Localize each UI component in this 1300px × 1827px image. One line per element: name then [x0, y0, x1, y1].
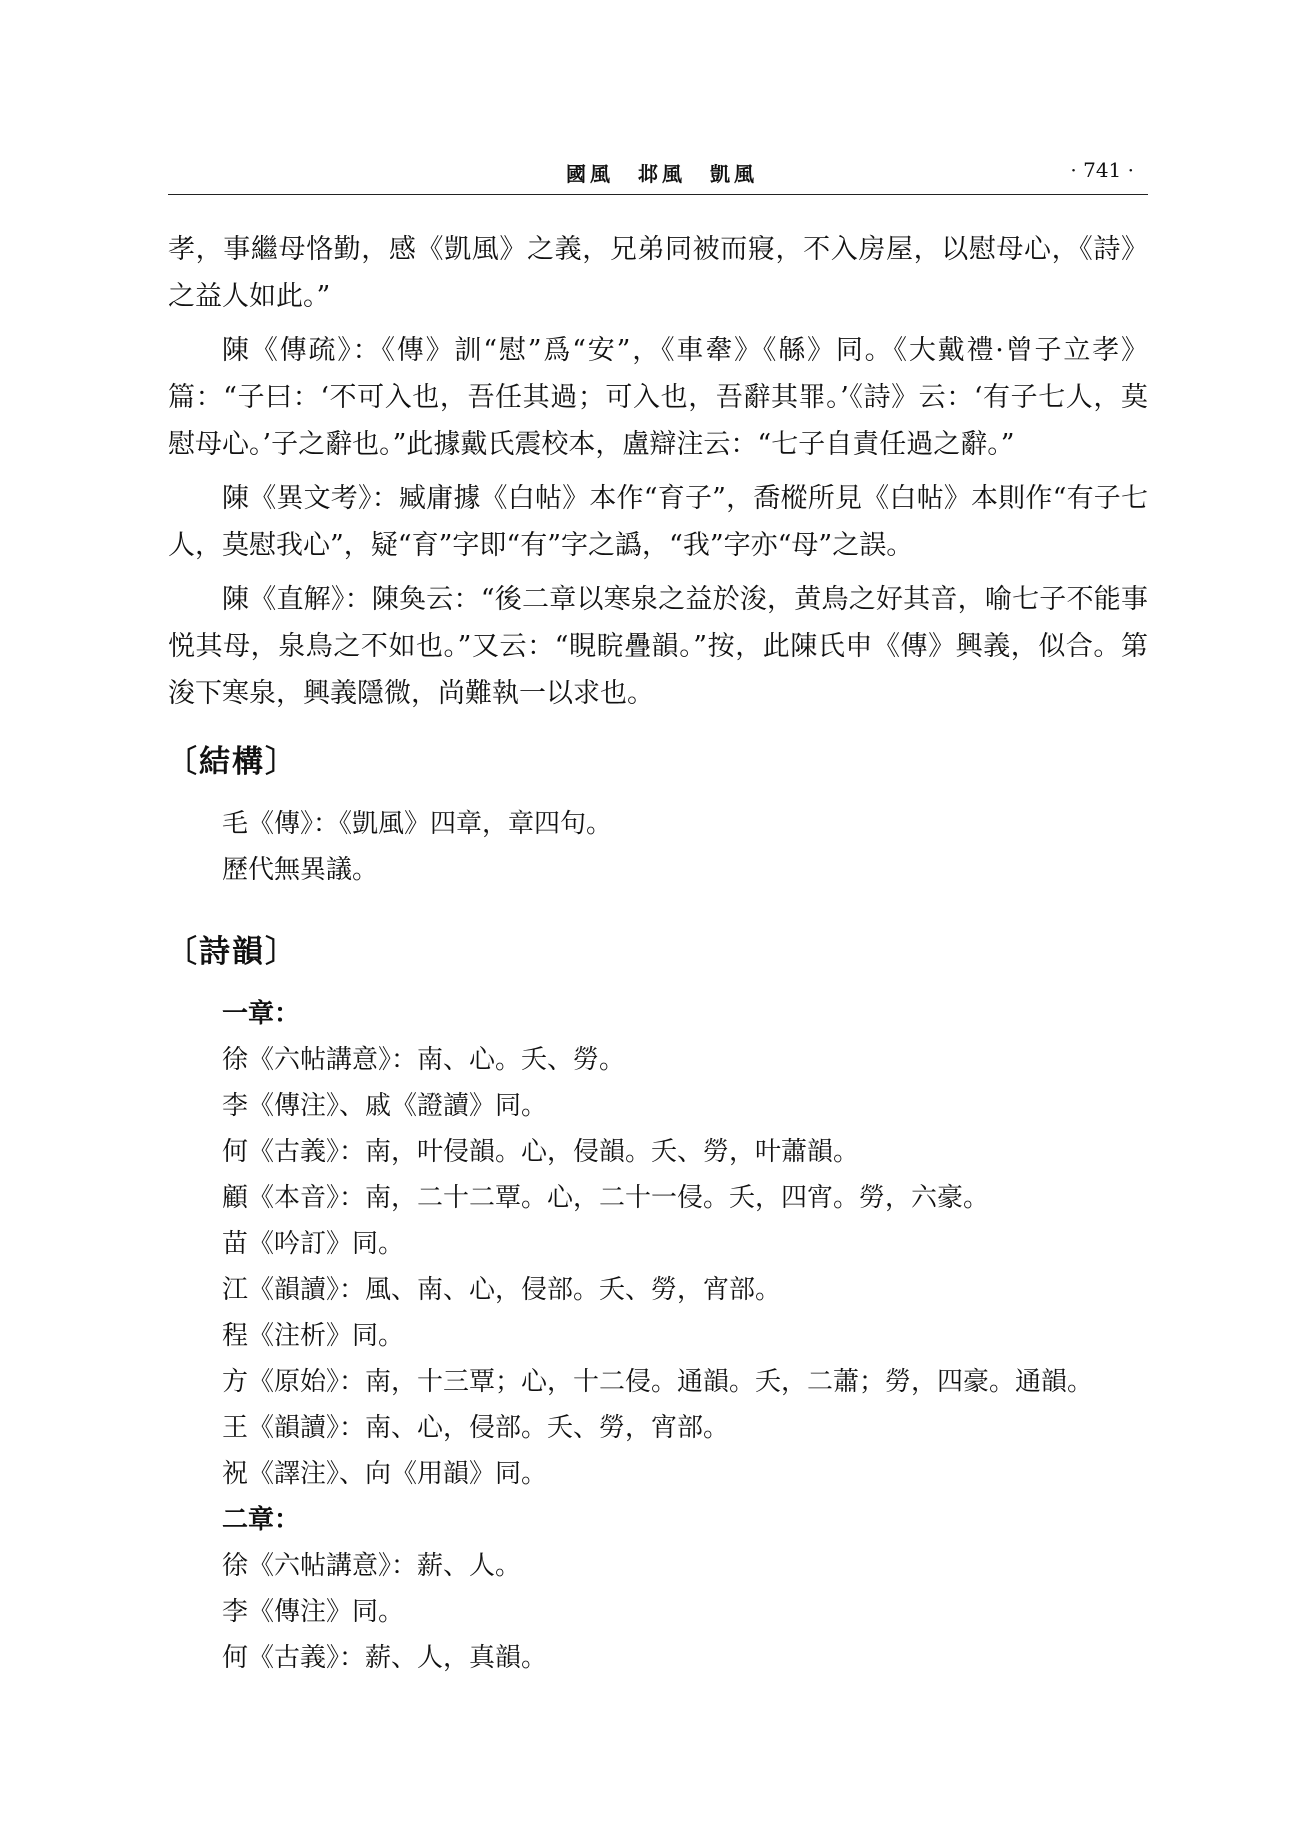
rhyme-line: 王《韻讀》：南、心，侵部。夭、勞，宵部。 [222, 1413, 730, 1443]
rhyme-line: 徐《六帖講意》：南、心。夭、勞。 [222, 1045, 626, 1075]
rhyme-line: 苗《吟訂》同。 [222, 1229, 405, 1259]
rhyme-line: 李《傳注》同。 [222, 1597, 405, 1627]
structure-line: 毛《傳》：《凱風》四章，章四句。 [222, 809, 613, 839]
rhyme-line: 何《古義》：薪、人，真韻。 [222, 1643, 548, 1673]
rhyme-line: 李《傳注》、戚《證讀》同。 [222, 1091, 548, 1121]
header-rule [168, 194, 1148, 195]
rhyme-line: 程《注析》同。 [222, 1321, 405, 1351]
paragraph: 孝，事繼母恪勤，感《凱風》之義，兄弟同被而寢，不入房屋，以慰母心，《詩》之益人如此。” [168, 234, 1148, 312]
structure-heading: 〔結構〕 [166, 744, 298, 780]
page-number: · 741 · [1070, 158, 1134, 182]
structure-line: 歷代無異議。 [222, 855, 379, 885]
rhyme-line: 徐《六帖講意》：薪、人。 [222, 1551, 522, 1581]
rhyme-line: 祝《譯注》、向《用韻》同。 [222, 1459, 548, 1489]
rhyme-line: 顧《本音》：南，二十二覃。心，二十一侵。夭，四宵。勞，六豪。 [222, 1183, 990, 1213]
stanza-label: 一章： [222, 999, 301, 1029]
rhyme-line: 江《韻讀》：風、南、心，侵部。夭、勞，宵部。 [222, 1275, 782, 1305]
paragraph: 陳《異文考》：臧庸據《白帖》本作“育子”，喬樅所見《白帖》本則作“有子七人，莫慰我心”，疑“育”字即“有”字之譌，“我”字亦“母”之誤。 [168, 483, 1148, 561]
running-head [168, 150, 1148, 190]
body-text [168, 226, 1148, 1681]
stanza-label: 二章： [222, 1505, 301, 1535]
paragraph: 陳《直解》：陳奐云：“後二章以寒泉之益於浚，黄鳥之好其音，喻七子不能事悦其母，泉鳥之不如也。”又云：“睍睆疊韻。”按，此陳氏申《傳》興義，似合。第浚下寒泉，興義隱微，尚難執一以求也。 [168, 584, 1148, 709]
running-title: 國風 邶風 凱風 [566, 162, 758, 186]
paragraph: 陳《傳疏》：《傳》訓“慰”爲“安”，《車舝》《緜》同。《大戴禮·曾子立孝》篇：“子曰：‘不可入也，吾任其過；可入也，吾辭其罪。’《詩》云：‘有子七人，莫慰母心。’子之辭也。”此據戴氏震校本，盧辯注云：“七子自責任過之辭。” [168, 335, 1148, 460]
rhyme-line: 方《原始》：南，十三覃；心，十二侵。通韻。夭，二蕭；勞，四豪。通韻。 [222, 1367, 1094, 1397]
rhyme-heading: 〔詩韻〕 [166, 934, 298, 970]
rhyme-line: 何《古義》：南，叶侵韻。心，侵韻。夭、勞，叶蕭韻。 [222, 1137, 860, 1167]
